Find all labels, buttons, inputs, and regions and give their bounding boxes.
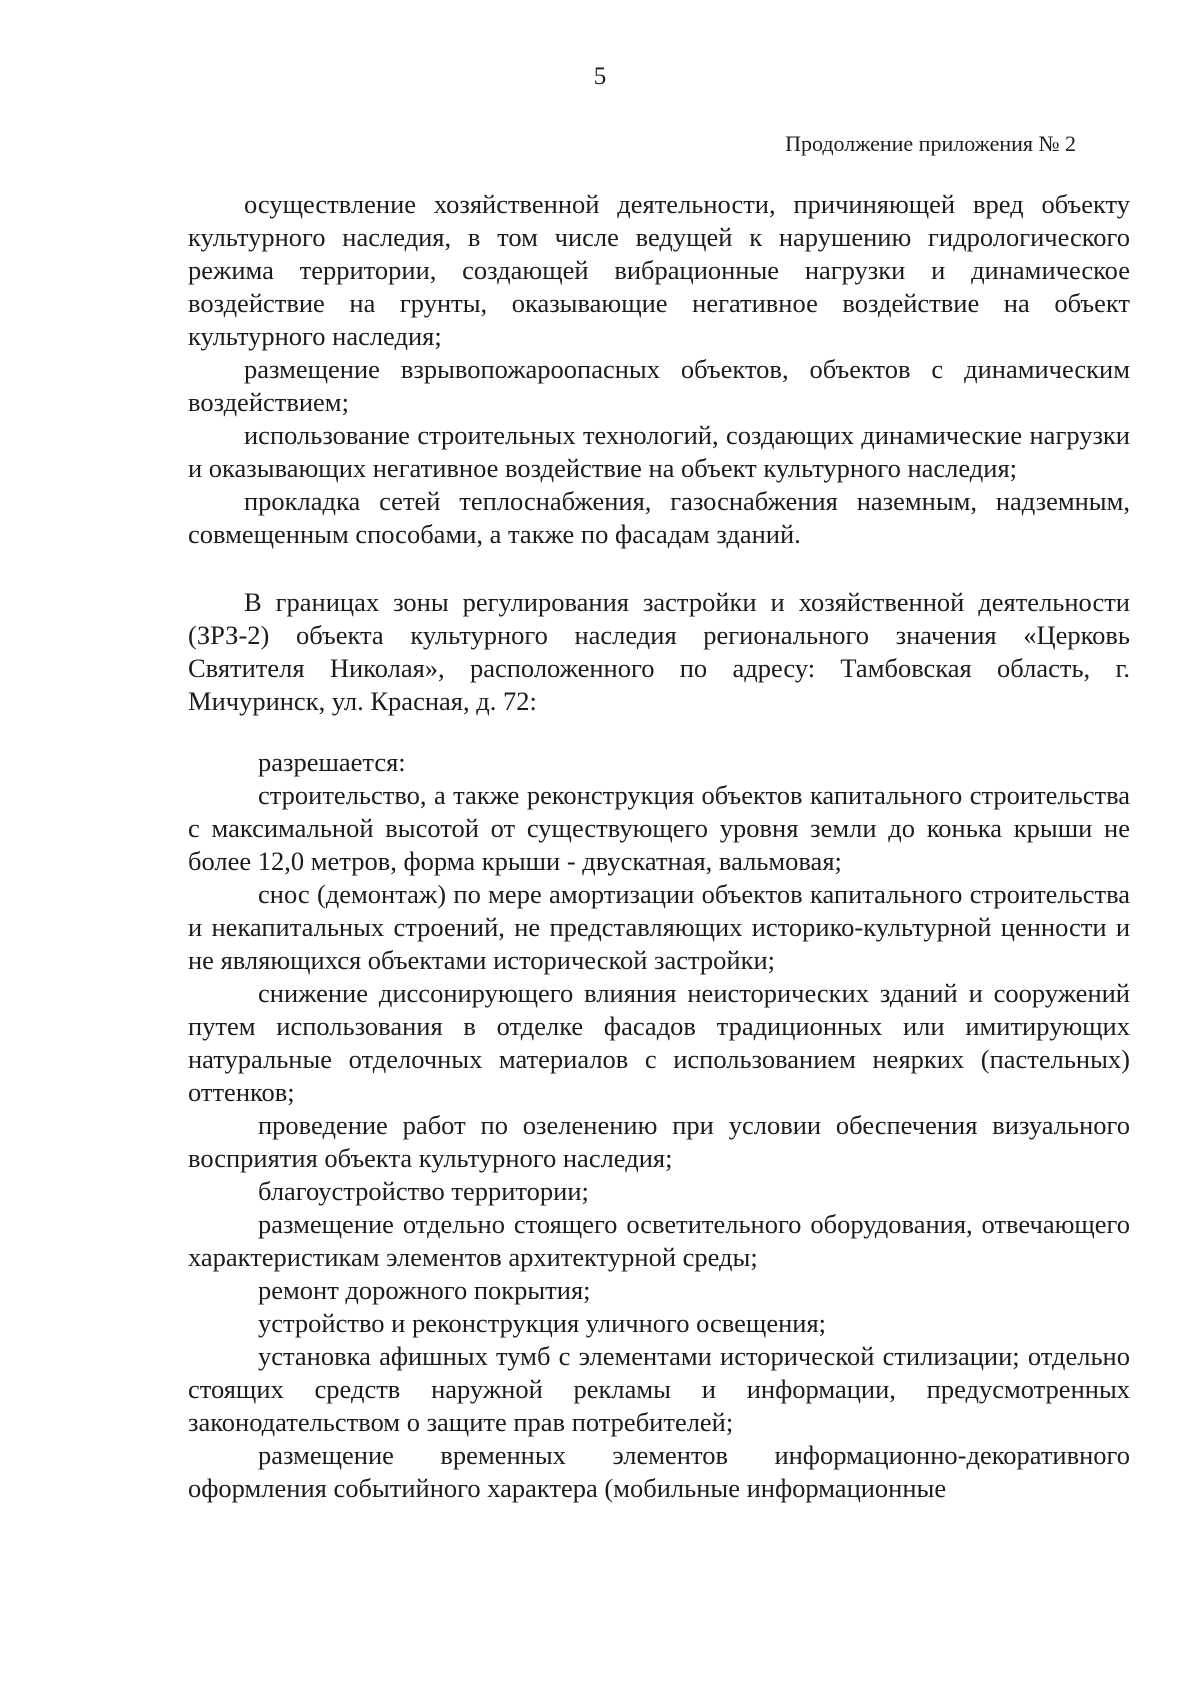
allowed-item-1: строительство, а также реконструкция объектов капитального строительства с максимальной высотой от существующего уровня земли до конька крыши не более 12,0 метров, форма крыши - двускатная, вальмовая; [188,780,1130,876]
allowed-item-3: снижение диссонирующего влияния неисторических зданий и сооружений путем использования в отделке фасадов традиционных или имитирующих натуральные отделочных материалов с использованием неярких (пастельных) оттенков; [188,978,1130,1107]
allowed-item-6: размещение отдельно стоящего осветительного оборудования, отвечающего характеристикам элементов архитектурной среды; [188,1209,1130,1272]
prohibited-item-2: размещение взрывопожароопасных объектов, объектов с динамическим воздействием; [188,354,1130,417]
prohibited-item-4: прокладка сетей теплоснабжения, газоснабжения наземным, надземным, совмещенным способами, а также по фасадам зданий. [188,486,1130,549]
allowed-item-4: проведение работ по озеленению при условии обеспечения визуального восприятия объекта культурного наследия; [188,1110,1130,1173]
allowed-item-9: установка афишных тумб с элементами исторической стилизации; отдельно стоящих средств наружной рекламы и информации, предусмотренных законодательством о защите прав потребителей; [188,1341,1130,1437]
allowed-item-8: устройство и реконструкция уличного освещения; [258,1308,827,1338]
allowed-item-10: размещение временных элементов информационно-декоративного оформления событийного характера (мобильные информационные [188,1440,1130,1503]
allowed-item-7: ремонт дорожного покрытия; [258,1275,591,1305]
prohibited-item-1: осуществление хозяйственной деятельности, причиняющей вред объекту культурного наследия, в том числе ведущей к нарушению гидрологического режима территории, создающей вибрационные нагрузки и динамическое воздействие на грунты, оказывающие негативное воздействие на объект культурного наследия; [188,189,1130,351]
page-number: 5 [593,63,607,90]
zone-preamble: В границах зоны регулирования застройки и хозяйственной деятельности (ЗРЗ-2) объекта культурного наследия регионального значения «Церковь Святителя Николая», расположенного по адресу: Тамбовская область, г. Мичуринск, ул. Красная, д. 72: [188,587,1130,716]
document-body [188,188,1130,1505]
allowed-heading: разрешается: [258,747,406,777]
allowed-item-2: снос (демонтаж) по мере амортизации объектов капитального строительства и некапитальных строений, не представляющих историко-культурной ценности и не являющихся объектами исторической застройки; [188,879,1130,975]
prohibited-item-3: использование строительных технологий, создающих динамические нагрузки и оказывающих негативное воздействие на объект культурного наследия; [188,420,1130,483]
allowed-item-5: благоустройство территории; [258,1176,589,1206]
appendix-label: Продолжение приложения № 2 [785,131,1076,156]
